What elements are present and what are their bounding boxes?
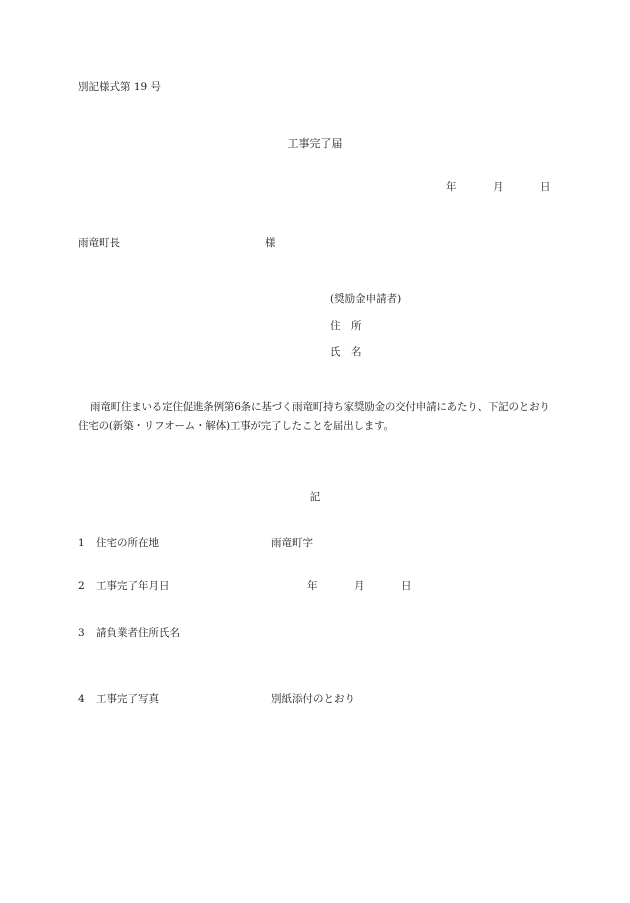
ki-heading: 記 bbox=[309, 491, 321, 503]
body-paragraph: 雨竜町住まいる定住促進条例第6条に基づく雨竜町持ち家奨励金の交付申請にあたり、下記のとおり住宅の(新築・リフオーム・解体)工事が完了したことを届出します。 bbox=[78, 401, 550, 432]
document-title: 工事完了届 bbox=[287, 137, 343, 150]
addressee-name: 雨竜町長 bbox=[78, 237, 120, 249]
item-number: 2 bbox=[78, 580, 85, 592]
header-date bbox=[446, 182, 551, 193]
item-location bbox=[78, 538, 159, 549]
year-label: 年 bbox=[446, 181, 457, 193]
name-label: 氏 名 bbox=[330, 346, 362, 358]
item-label: 住宅の所在地 bbox=[96, 537, 159, 549]
item-label: 工事完了写真 bbox=[96, 693, 159, 705]
form-number: 別記様式第 19 号 bbox=[78, 81, 162, 93]
location-value: 雨竜町字 bbox=[271, 537, 313, 549]
photos-value: 別紙添付のとおり bbox=[271, 693, 355, 705]
completion-date-value bbox=[307, 581, 412, 592]
item-contractor bbox=[78, 628, 180, 639]
item-number: 3 bbox=[78, 627, 85, 639]
item-number: 4 bbox=[78, 693, 85, 705]
month-label: 月 bbox=[493, 181, 504, 193]
item-number: 1 bbox=[78, 537, 85, 549]
address-label: 住 所 bbox=[330, 320, 362, 332]
addressee-honorific: 様 bbox=[265, 237, 276, 249]
month-label: 月 bbox=[354, 580, 365, 592]
item-photos bbox=[78, 694, 159, 705]
item-label: 工事完了年月日 bbox=[96, 580, 170, 592]
item-label: 請負業者住所氏名 bbox=[96, 627, 180, 639]
item-completion-date bbox=[78, 581, 170, 592]
applicant-label: (奨励金申請者) bbox=[330, 293, 402, 305]
day-label: 日 bbox=[540, 181, 551, 193]
day-label: 日 bbox=[401, 580, 412, 592]
year-label: 年 bbox=[307, 580, 318, 592]
